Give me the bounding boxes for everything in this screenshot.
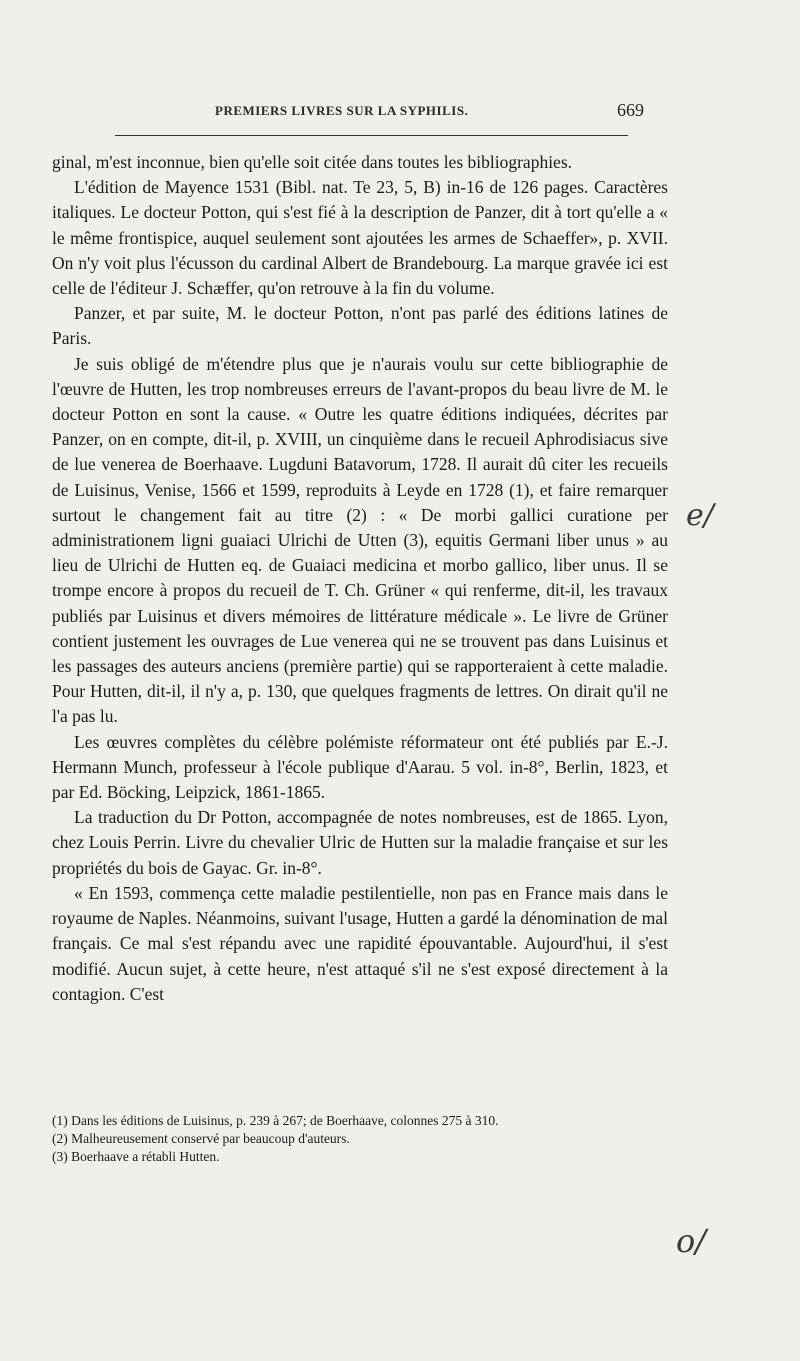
page-number: 669 [617,100,644,120]
paragraph-6: La traduction du Dr Potton, accompagnée de notes nombreuses, est de 1865. Lyon, chez Louis Perrin. Livre du chevalier Ulric de Hutten sur la maladie française et sur les propriétés du bois de Gayac. Gr. in-8°. [52,807,668,878]
header-rule [115,135,628,136]
footnote-3: (3) Boerhaave a rétabli Hutten. [52,1149,220,1164]
paragraph-3: Panzer, et par suite, M. le docteur Potton, n'ont pas parlé des éditions latines de Paris. [52,303,668,349]
paragraph-4: Je suis obligé de m'étendre plus que je n'aurais voulu sur cette bibliographie de l'œuvre de Hutten, les trop nombreuses erreurs de l'avant-propos du beau livre de M. le docteur Potton en sont la cause. « Outre les quatre éditions indiquées, décrites par Panzer, on en compte, dit-il, p. XVIII, un cinquième dans le recueil Aphrodisiacus sive de lue venerea de Boerhaave. Lugduni Batavorum, 1728. Il aurait dû citer les recueils de Luisinus, Venise, 1566 et 1599, reproduits à Leyde en 1728 (1), et faire remarquer surtout le changement fait au titre (2) : « De morbi gallici curatione per administrationem ligni guaiaci Ulrichi de Utten (3), equitis Germani liber unus » au lieu de Ulrichi de Hutten eq. de Guaiaci medicina et morbo gallico, liber unus. Il se trompe encore à propos du recueil de T. Ch. Grüner « qui renferme, dit-il, les travaux publiés par Luisinus et divers mémoires de littérature médicale ». Le livre de Grüner contient justement les ouvrages de Lue venerea qui ne se trouvent pas dans Luisinus et les passages des auteurs anciens (première partie) qui se rapporteraient à cette maladie. Pour Hutten, dit-il, il n'y a, p. 130, que quelques fragments de lettres. On dirait qu'il ne l'a pas lu. [52,353,668,727]
margin-correction-mark-1: e/ [686,498,714,533]
running-title: PREMIERS LIVRES SUR LA SYPHILIS. [215,103,469,118]
paragraph-1: ginal, m'est inconnue, bien qu'elle soit citée dans toutes les bibliographies. [52,152,573,172]
margin-correction-mark-2: o/ [676,1222,707,1260]
main-text [52,150,668,1007]
paragraph-2: L'édition de Mayence 1531 (Bibl. nat. Te 23, 5, B) in-16 de 126 pages. Caractères italiques. Le docteur Potton, qui s'est fié à la description de Panzer, dit à tort qu'elle a « le même frontispice, auquel seulement sont ajoutées les armes de Schaeffer», p. XVII. On n'y voit plus l'écusson du cardinal Albert de Brandebourg. La marque gravée ici est celle de l'éditeur J. Schæffer, qu'on retrouve à la fin du volume. [52,177,668,299]
paragraph-5: Les œuvres complètes du célèbre polémiste réformateur ont été publiés par E.-J. Hermann Munch, professeur à l'école publique d'Aarau. 5 vol. in-8°, Berlin, 1823, et par Ed. Böcking, Leipzick, 1861-1865. [52,731,668,803]
footnote-1: (1) Dans les éditions de Luisinus, p. 239 à 267; de Boerhaave, colonnes 275 à 310. [52,1113,499,1128]
footnote-2: (2) Malheureusement conservé par beaucoup d'auteurs. [52,1131,350,1146]
paragraph-7: « En 1593, commença cette maladie pestilentielle, non pas en France mais dans le royaume de Naples. Néanmoins, suivant l'usage, Hutten a gardé la dénomination de mal français. Ce mal s'est répandu avec une rapidité épouvantable. Aujourd'hui, il s'est modifié. Aucun sujet, à cette heure, n'est attaqué s'il ne s'est exposé directement à la contagion. C'est [52,882,668,1004]
footnotes [52,1112,668,1166]
